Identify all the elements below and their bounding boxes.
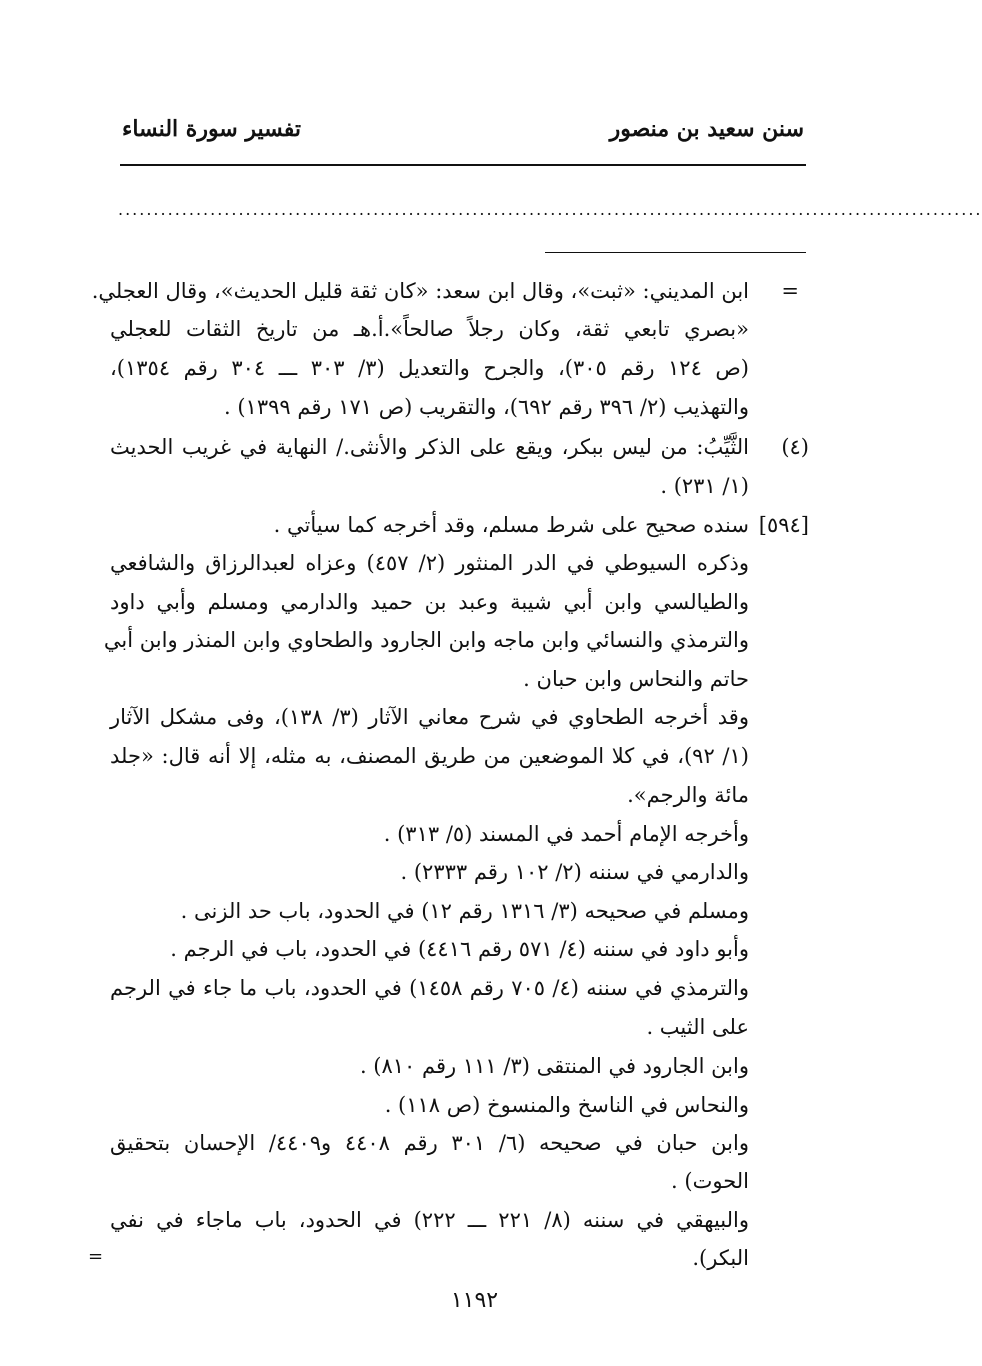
text-line: (١/ ٢٣١) . bbox=[660, 474, 749, 498]
text-line: الحوت) . bbox=[671, 1169, 749, 1193]
text-line: مائة والرجم». bbox=[627, 783, 749, 807]
text-line: الثَّيِّبُ: من ليس ببكر، ويقع على الذكر والأنثى./ النهاية في غريب الحديث bbox=[110, 435, 749, 459]
text-line: ابن المديني: «ثبت»، وقال ابن سعد: «كان ثقة قليل الحديث»، وقال العجلي. bbox=[91, 279, 749, 303]
elision-dots: .......................................................................................................................... bbox=[118, 200, 982, 219]
text-line: والطيالسي وابن أبي شيبة وعبد بن حميد والدارمي ومسلم وأبي داود bbox=[110, 590, 749, 614]
text-line: والترمذي في سننه (٤/ ٧٠٥ رقم ١٤٥٨) في الحدود، باب ما جاء في الرجم bbox=[110, 976, 749, 1000]
text-line: والدارمي في سننه (٢/ ١٠٢ رقم ٢٣٣٣) . bbox=[400, 860, 749, 884]
text-line: والترمذي والنسائي وابن ماجه وابن الجارود والطحاوي وابن المنذر وابن أبي bbox=[103, 628, 749, 652]
text-line: حاتم والنحاس وابن حبان . bbox=[523, 667, 749, 691]
continuation-mark: = bbox=[781, 279, 799, 303]
text-line: وأبو داود في سننه (٤/ ٥٧١ رقم ٤٤١٦) في الحدود، باب في الرجم . bbox=[170, 937, 749, 961]
header-rule bbox=[120, 164, 806, 166]
text-line: (ص ١٢٤ رقم ٣٠٥)، والجرح والتعديل (٣/ ٣٠٣ ـــ ٣٠٤ رقم ١٣٥٤)، bbox=[110, 356, 749, 380]
text-line: والنحاس في الناسخ والمنسوخ (ص ١١٨) . bbox=[384, 1093, 749, 1117]
text-line: «بصري تابعي ثقة، وكان رجلاً صالحاً».أ.هـ من تاريخ الثقات للعجلي bbox=[110, 317, 749, 341]
entry-number: [٥٩٤] bbox=[758, 513, 809, 537]
text-line: سنده صحيح على شرط مسلم، وقد أخرجه كما سيأتي . bbox=[273, 513, 749, 537]
bottom-continuation-mark: = bbox=[88, 1246, 104, 1267]
footnote-separator-rule bbox=[545, 252, 806, 253]
text-line: وذكره السيوطي في الدر المنثور (٢/ ٤٥٧) وعزاه لعبدالرزاق والشافعي bbox=[110, 551, 749, 575]
text-line: وقد أخرجه الطحاوي في شرح معاني الآثار (٣/ ١٣٨)، وفى مشكل الآثار bbox=[110, 705, 749, 729]
text-line: والبيهقي في سننه (٨/ ٢٢١ ـــ ٢٢٢) في الحدود، باب ماجاء في نفي bbox=[110, 1208, 749, 1232]
text-line: البكر). bbox=[692, 1246, 749, 1270]
footnote-number: (٤) bbox=[781, 435, 809, 459]
text-line: وابن الجارود في المنتقى (٣/ ١١١ رقم ٨١٠) . bbox=[359, 1054, 749, 1078]
running-header-section-title: تفسير سورة النساء bbox=[122, 116, 302, 142]
text-line: على الثيب . bbox=[646, 1015, 749, 1039]
text-line: والتهذيب (٢/ ٣٩٦ رقم ٦٩٢)، والتقريب (ص ١٧١ رقم ١٣٩٩) . bbox=[224, 395, 749, 419]
text-line: (١/ ٩٢)، في كلا الموضعين من طريق المصنف، به مثله، إلا أنه قال: «جلد bbox=[110, 744, 749, 768]
text-line: وابن حبان في صحيحه (٦/ ٣٠١ رقم ٤٤٠٨ و٤٤٠٩/ الإحسان بتحقيق bbox=[110, 1131, 749, 1155]
running-header-book-title: سنن سعيد بن منصور bbox=[609, 116, 804, 142]
text-line: وأخرجه الإمام أحمد في المسند (٥/ ٣١٣) . bbox=[383, 822, 749, 846]
page-number: ١١٩٢ bbox=[450, 1288, 499, 1313]
text-line: ومسلم في صحيحه (٣/ ١٣١٦ رقم ١٢) في الحدود، باب حد الزنى . bbox=[180, 899, 749, 923]
